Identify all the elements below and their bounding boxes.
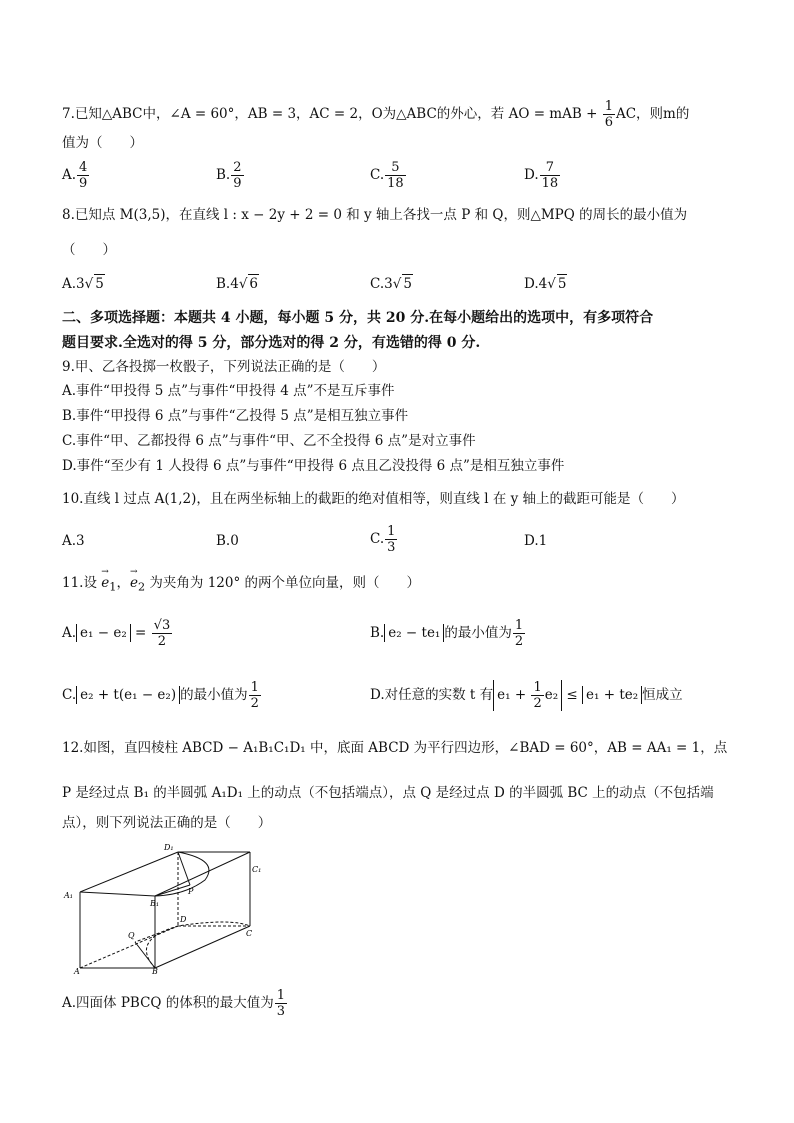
label-q: Q [128, 931, 135, 940]
label-d1: D₁ [164, 843, 174, 852]
q7-option-b[interactable]: B. $\frac{2}{9}$ [216, 160, 242, 191]
q7-option-a[interactable]: A. $\frac{4}{9}$ [62, 160, 88, 191]
q10-option-b[interactable]: B.0 [216, 533, 239, 549]
q9-option-b[interactable]: B.事件“甲投得 6 点”与事件“乙投得 5 点”是相互独立事件 [62, 408, 409, 424]
q12-line2: P 是经过点 B₁ 的半圆弧 A₁D₁ 上的动点（不包括端点），点 Q 是经过点 D 的半圆弧 BC 上的动点（不包括端 [62, 785, 714, 801]
q8-option-c[interactable]: C.3√ 5 [370, 276, 412, 292]
label-c1: C₁ [252, 865, 262, 874]
q9-option-c[interactable]: C.事件“甲、乙都投得 6 点”与事件“甲、乙不全投得 6 点”是对立事件 [62, 433, 476, 449]
q9-option-d[interactable]: D.事件“至少有 1 人投得 6 点”与事件“甲投得 6 点且乙没投得 6 点”是相互独立事件 [62, 458, 565, 474]
q12-line3: 点），则下列说法正确的是（ ） [62, 815, 272, 831]
q10-stem: 10.直线 l 过点 A(1,2)，且在两坐标轴上的截距的绝对值相等，则直线 l 在 y 轴上的截距可能是（ ） [62, 491, 685, 507]
q7-option-c[interactable]: C. $\frac{5}{18}$ [370, 160, 404, 191]
q8-line1: 8.已知点 M(3,5)，在直线 l : x − 2y + 2 = 0 和 y 轴上各找一点 P 和 Q，则△MPQ 的周长的最小值为 [62, 207, 688, 223]
q7-text: 7.已知△ABC中，∠A = 60°，AB = 3，AC = 2，O为△ABC的外心，若 AO = mAB + [62, 106, 602, 122]
q11-option-b[interactable]: B. e₂ − te₁ 的最小值为 $\frac{1}{2}$ [370, 618, 524, 649]
q7-option-d[interactable]: D. $\frac{7}{18}$ [524, 160, 559, 191]
section2-heading-line1: 二、多项选择题：本题共 4 小题，每小题 5 分，共 20 分.在每小题给出的选项中，有多项符合 [62, 310, 654, 326]
q7-line1: 7.已知△ABC中，∠A = 60°，AB = 3，AC = 2，O为△ABC的外心，若 AO = mAB + $\frac{1}{6}$ AC，则m的 [62, 99, 690, 130]
label-a: A [74, 967, 80, 975]
label-a1: A₁ [64, 891, 73, 900]
q8-option-d[interactable]: D.4√ 5 [524, 276, 567, 292]
q12-line1: 12.如图，直四棱柱 ABCD − A₁B₁C₁D₁ 中，底面 ABCD 为平行四边形，∠BAD = 60°，AB = AA₁ = 1，点 [62, 740, 728, 756]
q8-option-b[interactable]: B.4√ 6 [216, 276, 259, 292]
label-d: D [180, 915, 187, 924]
q10-option-d[interactable]: D.1 [524, 533, 548, 549]
q10-option-a[interactable]: A.3 [62, 533, 85, 549]
q10-option-c[interactable]: C. $\frac{1}{3}$ [370, 524, 396, 555]
prism-figure [60, 840, 270, 975]
label-p: P [188, 887, 194, 896]
section2-heading-line2: 题目要求.全选对的得 5 分，部分选对的得 2 分，有选错的得 0 分. [62, 335, 481, 351]
q9-stem: 9.甲、乙各投掷一枚骰子，下列说法正确的是（ ） [62, 359, 386, 375]
label-b1: B₁ [150, 899, 160, 908]
q11-stem: 11.设 → $e_1$，→ $e_2$ 为夹角为 120° 的两个单位向量，则（ ） [62, 574, 420, 597]
q12-option-a[interactable]: A.四面体 PBCQ 的体积的最大值为 $\frac{1}{3}$ [62, 988, 286, 1019]
q9-option-a[interactable]: A.事件“甲投得 5 点”与事件“甲投得 4 点”不是互斥事件 [62, 383, 395, 399]
q11-option-d[interactable]: D.对任意的实数 t 有 e₁ + $\frac{1}{2}$ e₂ ≤ e₁ + te₂ 恒成立 [370, 680, 683, 711]
q11-option-a[interactable]: A. e₁ − e₂ = $\frac{√3}{2}$ [62, 618, 171, 649]
q8-line2: （ ） [62, 242, 116, 258]
label-b: B [152, 967, 158, 975]
q8-option-a[interactable]: A.3√ 5 [62, 276, 104, 292]
q7-line2: 值为（ ） [62, 135, 143, 151]
q11-option-c[interactable]: C. e₂ + t(e₁ − e₂) 的最小值为 $\frac{1}{2}$ [62, 680, 259, 711]
q7-frac: $\frac{1}{6}$ [604, 99, 613, 130]
label-c: C [246, 929, 253, 938]
